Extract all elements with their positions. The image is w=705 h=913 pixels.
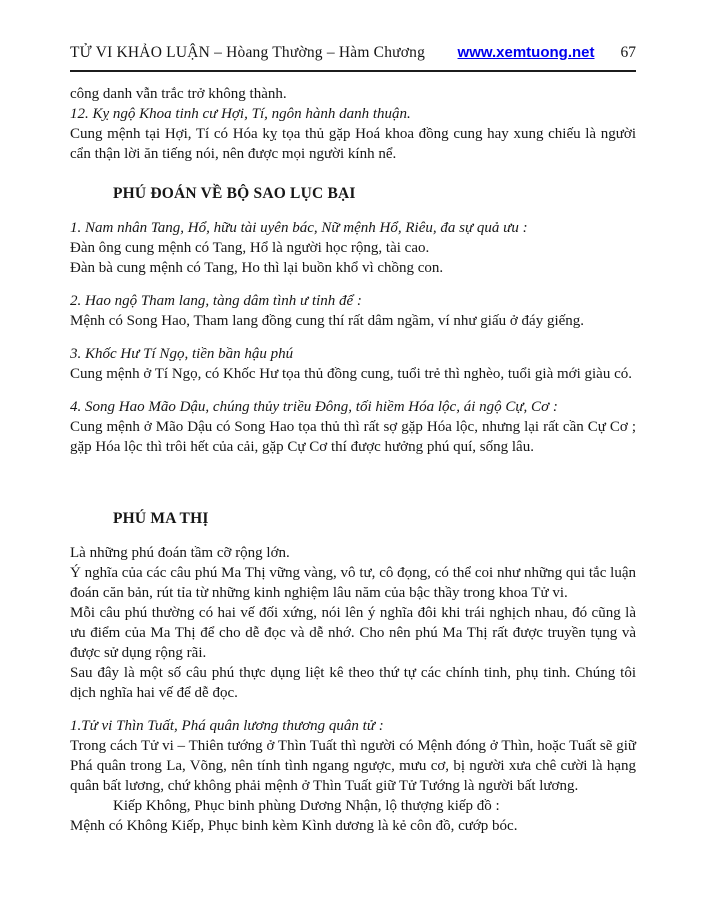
luc-bai-4-body: Cung mệnh ở Mão Dậu có Song Hao tọa thủ thì rất sợ gặp Hóa lộc, nhưng lại rất cần Cự Cơ ; gặp Hóa lộc thì trôi hết của cải, gặp Cự Cơ thí được hưởng phú quí, sống lâu. [70, 419, 636, 455]
ma-thi-paragraph-1: Là những phú đoán tầm cỡ rộng lớn. [70, 545, 290, 561]
page-number: 67 [620, 44, 636, 61]
book-title: TỬ VI KHẢO LUẬN – Hòang Thường – Hàm Chương [70, 44, 426, 61]
luc-bai-1-line-1: Đàn ông cung mệnh có Tang, Hổ là người học rộng, tài cao. [70, 240, 430, 256]
rule12-title: 12. Kỵ ngộ Khoa tinh cư Hợi, Tí, ngôn hành danh thuận. [70, 106, 411, 122]
ma-thi-paragraph-2: Ý nghĩa của các câu phú Ma Thị vững vàng, vô tư, cô đọng, có thể coi như những qui tắc luận đoán căn bản, rút tỉa từ những kinh nghiệm lâu năm của bậc thầy trong khoa Tử vi. [70, 565, 636, 601]
tu-vi-sub-title: Kiếp Không, Phục binh phùng Dương Nhận, lộ thượng kiếp đồ : [113, 798, 500, 814]
luc-bai-1-title: 1. Nam nhân Tang, Hổ, hữu tài uyên bác, Nữ mệnh Hổ, Riêu, đa sự quả ưu : [70, 220, 528, 236]
ma-thi-paragraph-4: Sau đây là một số câu phú thực dụng liệt kê theo thứ tự các chính tinh, phụ tinh. Chúng tôi dịch nghĩa hai vế để dễ đọc. [70, 665, 636, 701]
ma-thi-heading: PHÚ MA THỊ [113, 510, 209, 527]
carryover-line: công danh vẫn trắc trở không thành. [70, 86, 287, 102]
luc-bai-heading: PHÚ ĐOÁN VỀ BỘ SAO LỤC BẠI [113, 185, 356, 202]
luc-bai-1-line-2: Đàn bà cung mệnh có Tang, Ho thì lại buồn khổ vì chồng con. [70, 260, 444, 276]
luc-bai-2-body: Mệnh có Song Hao, Tham lang đồng cung thí rất dâm ngầm, ví như giấu ở đáy giếng. [70, 313, 585, 329]
tu-vi-sub-body: Mệnh có Không Kiếp, Phục binh kèm Kình dương là kẻ côn đồ, cướp bóc. [70, 818, 518, 834]
tu-vi-body: Trong cách Tử vi – Thiên tướng ở Thìn Tuất thì người có Mệnh đóng ở Thìn, hoặc Tuất sẽ giữ Phá quân trong La, Võng, nên tính tình ngang ngược, mưu cơ, bị người xưa chê cười là hạng quân bất lương, chứ không phải mệnh ở Thìn Tuất giữ Tử Tướng là người bất lương. [70, 738, 636, 794]
page-header [70, 44, 636, 62]
rule12-body: Cung mệnh tại Hợi, Tí có Hóa kỵ tọa thủ gặp Hoá khoa đồng cung hay xung chiếu là người cẩn thận lời ăn tiếng nói, nên được mọi người kính nể. [70, 126, 636, 162]
ma-thi-paragraph-3: Mỗi câu phú thường có hai vế đối xứng, nói lên ý nghĩa đôi khi trái nghịch nhau, đó cũng là ưu điểm của Ma Thị để cho dễ đọc và dễ nhớ. Cho nên phú Ma Thị rất được truyền tụng và được sử dụng rộng rãi. [70, 605, 636, 661]
luc-bai-2-title: 2. Hao ngộ Tham lang, tàng dâm tình ư tỉnh để : [70, 293, 362, 309]
website-link[interactable]: www.xemtuong.net [457, 44, 595, 61]
luc-bai-3-title: 3. Khốc Hư Tí Ngọ, tiền bần hậu phú [70, 346, 294, 362]
header-divider [70, 70, 636, 72]
luc-bai-3-body: Cung mệnh ở Tí Ngọ, có Khốc Hư tọa thủ đồng cung, tuổi trẻ thì nghèo, tuổi già mới giàu có. [70, 366, 632, 382]
luc-bai-4-title: 4. Song Hao Mão Dậu, chúng thủy triều Đông, tối hiềm Hóa lộc, ái ngộ Cự, Cơ : [70, 399, 558, 415]
page-content [70, 84, 636, 836]
tu-vi-title: 1.Tử vi Thìn Tuất, Phá quân lương thương quân tử : [70, 718, 384, 734]
